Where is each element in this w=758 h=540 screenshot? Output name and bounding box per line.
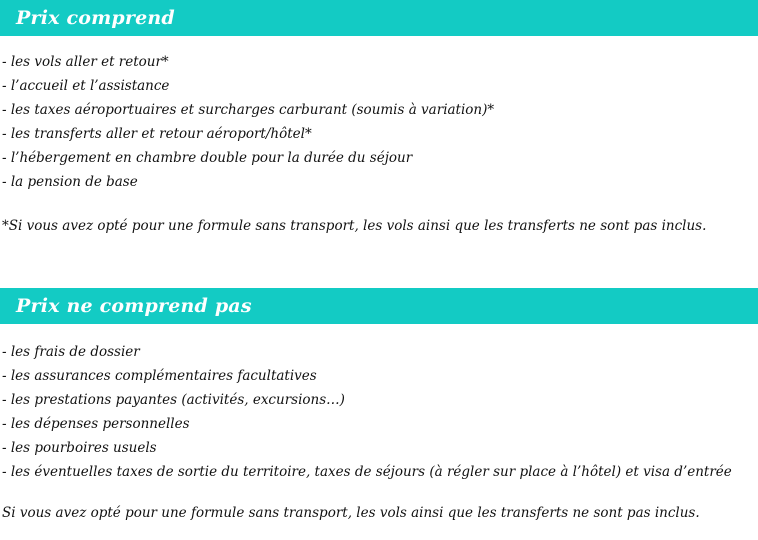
excluded-list <box>2 340 758 484</box>
included-list <box>2 50 758 194</box>
section-header-price-excluded <box>0 288 758 324</box>
section-body-price-included <box>0 50 758 194</box>
list-item: - les taxes aéroportuaires et surcharges carburant (soumis à variation)* <box>2 102 495 118</box>
list-item: - les prestations payantes (activités, excursions…) <box>2 392 345 408</box>
section-header-price-included <box>0 0 758 36</box>
section-title: Prix comprend <box>16 6 175 29</box>
list-item: - les vols aller et retour* <box>2 54 169 70</box>
list-item: - les assurances complémentaires facultatives <box>2 368 317 384</box>
list-item: - les éventuelles taxes de sortie du territoire, taxes de séjours (à régler sur place à l’hôtel) et visa d’entrée <box>2 464 732 480</box>
list-item: - les pourboires usuels <box>2 440 157 456</box>
section-body-price-excluded <box>0 340 758 484</box>
list-item: - les transferts aller et retour aéroport/hôtel* <box>2 126 312 142</box>
included-footnote: *Si vous avez opté pour une formule sans transport, les vols ainsi que les transferts ne sont pas inclus. <box>2 218 707 234</box>
list-item: - les dépenses personnelles <box>2 416 190 432</box>
list-item: - les frais de dossier <box>2 344 140 360</box>
list-item: - l’accueil et l’assistance <box>2 78 170 94</box>
list-item: - l’hébergement en chambre double pour la durée du séjour <box>2 150 413 166</box>
excluded-footnote: Si vous avez opté pour une formule sans transport, les vols ainsi que les transferts ne sont pas inclus. <box>2 505 700 521</box>
section-title: Prix ne comprend pas <box>16 294 252 317</box>
list-item: - la pension de base <box>2 174 138 190</box>
